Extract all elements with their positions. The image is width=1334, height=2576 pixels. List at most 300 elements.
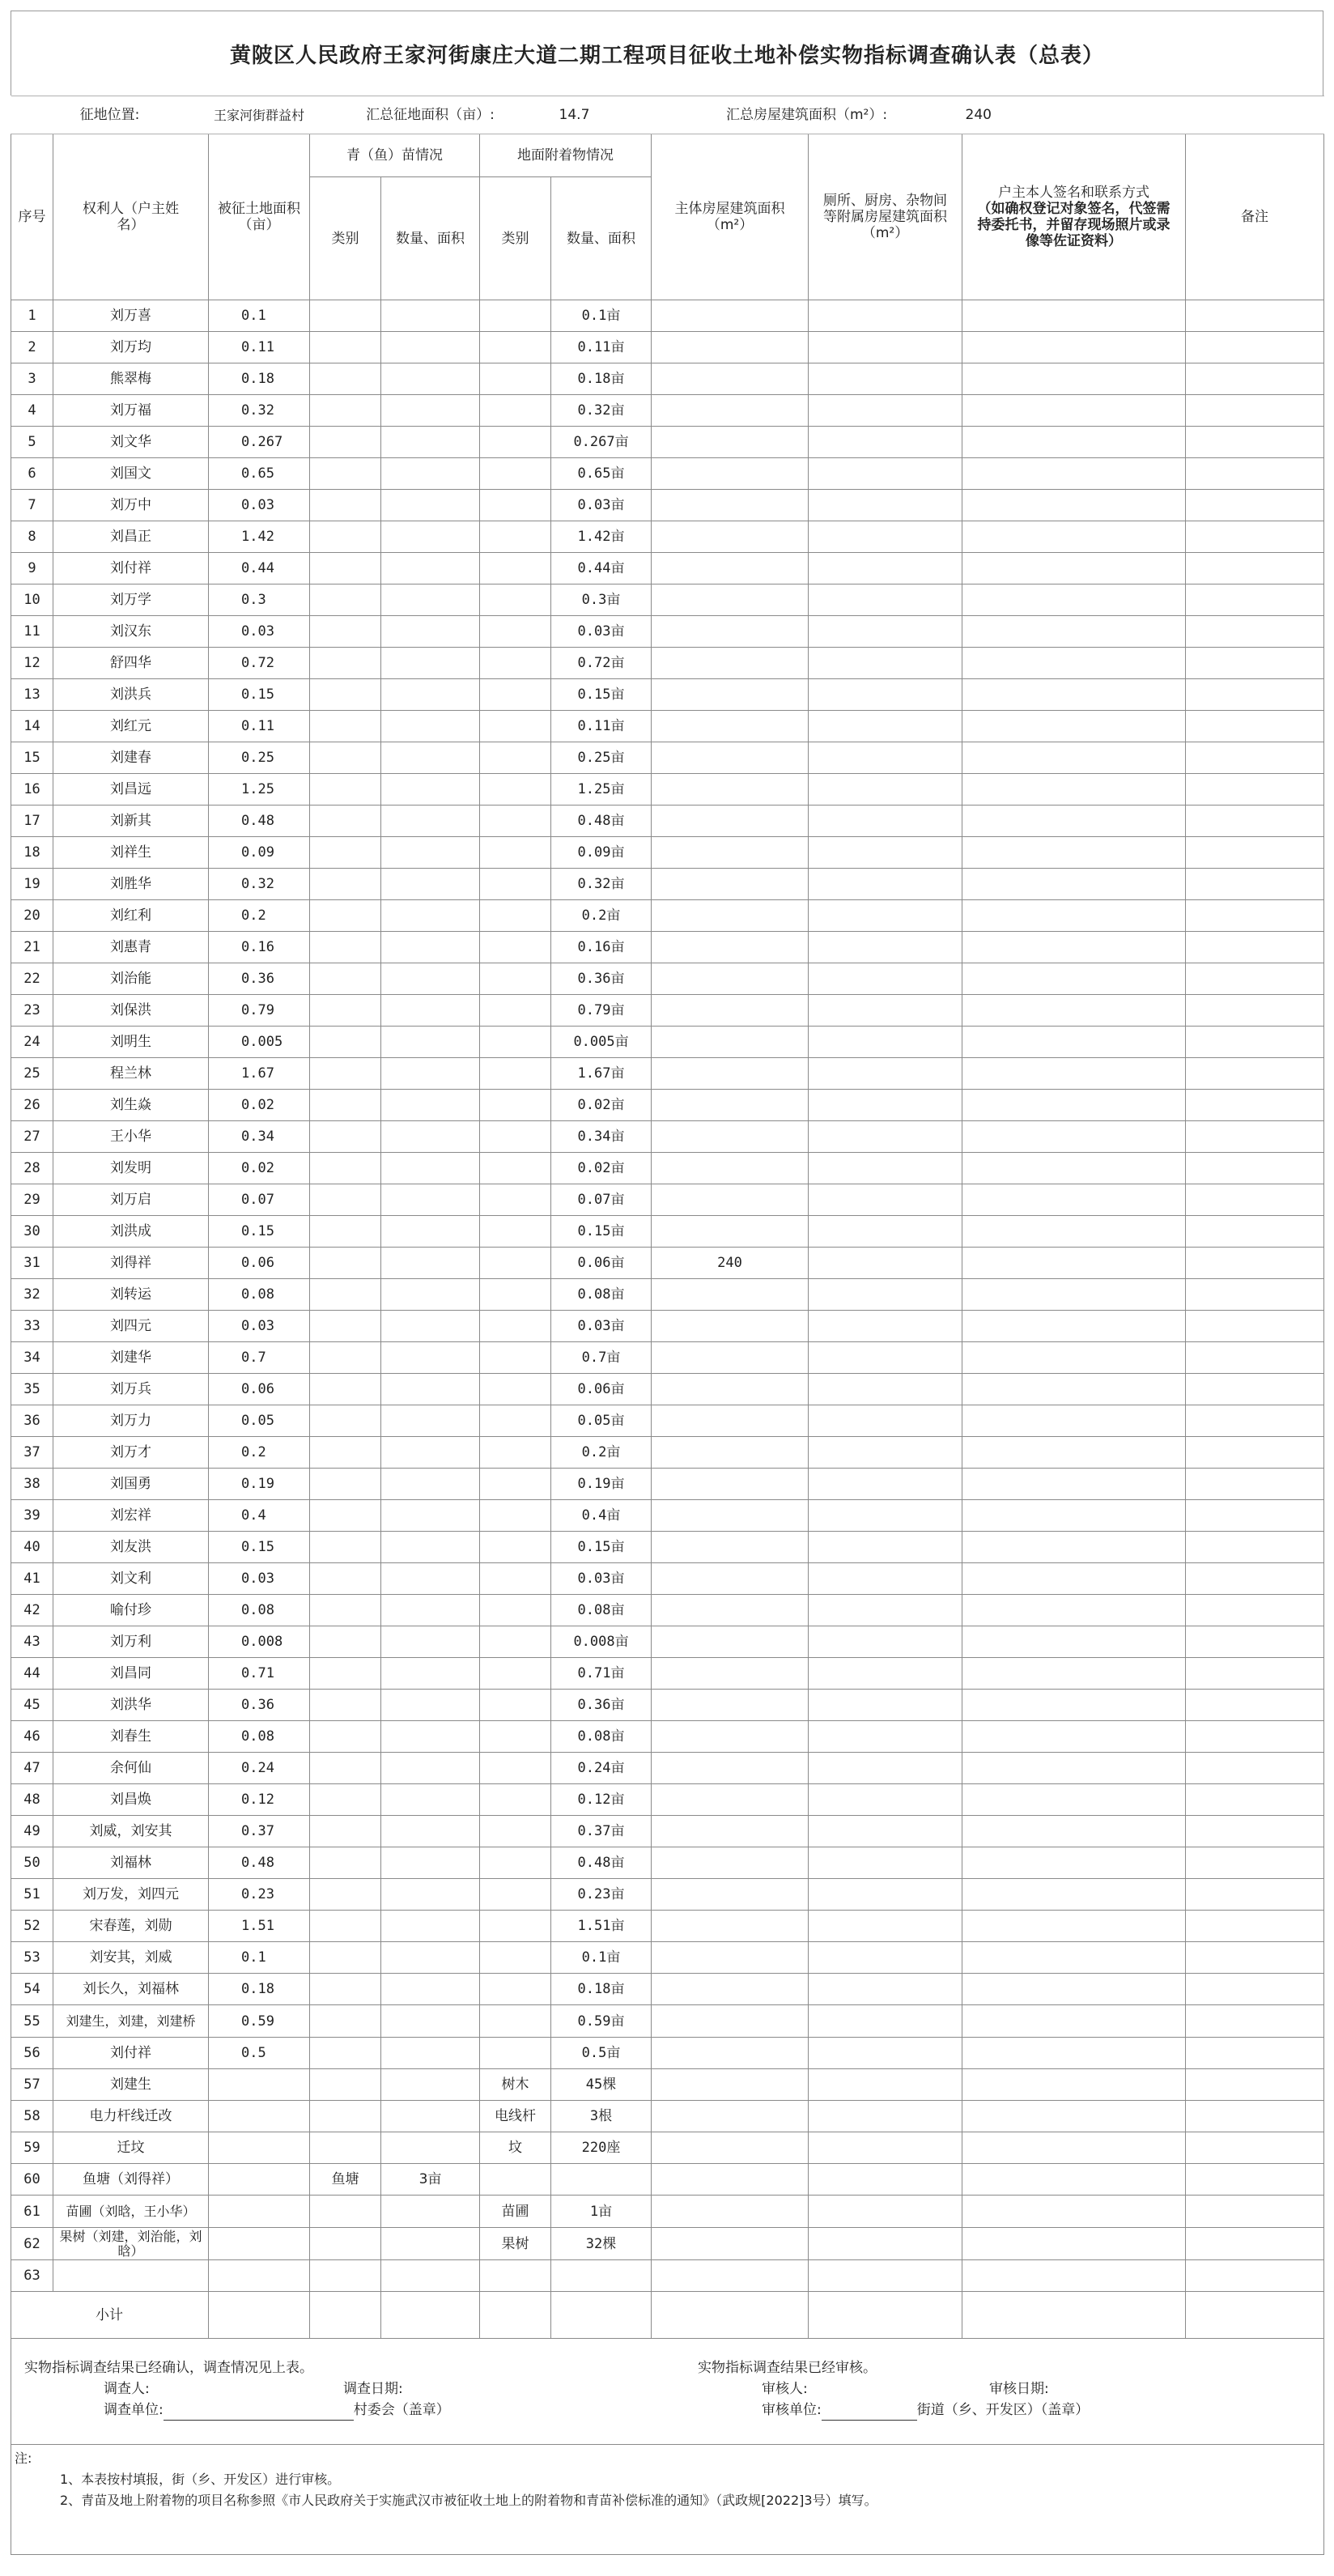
row-remark[interactable] [1186, 1500, 1324, 1532]
row-no: 34 [11, 1342, 53, 1374]
row-aux-building[interactable] [809, 1658, 962, 1690]
row-seedling-category [310, 774, 381, 806]
row-remark[interactable] [1186, 2132, 1324, 2164]
row-aux-building[interactable] [809, 1911, 962, 1942]
row-ground-qty: 0.71亩 [551, 1658, 652, 1690]
row-sign[interactable] [962, 521, 1186, 553]
row-sign[interactable] [962, 1784, 1186, 1816]
row-remark[interactable] [1186, 1626, 1324, 1658]
row-no: 7 [11, 490, 53, 521]
row-main-building [652, 2260, 809, 2292]
row-seedling-qty [381, 2005, 480, 2038]
row-remark[interactable] [1186, 1311, 1324, 1342]
row-remark[interactable] [1186, 932, 1324, 963]
row-aux-building[interactable] [809, 1153, 962, 1184]
row-remark[interactable] [1186, 1216, 1324, 1248]
row-holder: 刘万学 [53, 584, 209, 616]
row-sign[interactable] [962, 679, 1186, 711]
row-sign[interactable] [962, 1058, 1186, 1090]
row-no: 16 [11, 774, 53, 806]
row-seedling-qty [381, 1342, 480, 1374]
row-aux-building[interactable] [809, 2038, 962, 2069]
row-sign[interactable] [962, 2005, 1186, 2038]
row-sign[interactable] [962, 427, 1186, 458]
ground-group-header: 地面附着物情况 [480, 134, 652, 177]
row-sign[interactable] [962, 553, 1186, 584]
row-aux-building[interactable] [809, 2069, 962, 2101]
row-aux-building[interactable] [809, 616, 962, 648]
row-aux-building[interactable] [809, 1058, 962, 1090]
row-no: 26 [11, 1090, 53, 1121]
row-remark[interactable] [1186, 427, 1324, 458]
row-main-building [652, 1279, 809, 1311]
table-row [11, 679, 1324, 711]
row-aux-building[interactable] [809, 2228, 962, 2260]
table-row [11, 1216, 1324, 1248]
row-aux-building[interactable] [809, 427, 962, 458]
row-remark[interactable] [1186, 1753, 1324, 1784]
row-sign[interactable] [962, 1532, 1186, 1563]
row-seedling-category [310, 584, 381, 616]
row-sign[interactable] [962, 1563, 1186, 1595]
table-row [11, 963, 1324, 995]
row-holder: 刘得祥 [53, 1248, 209, 1279]
row-remark[interactable] [1186, 963, 1324, 995]
row-remark[interactable] [1186, 837, 1324, 869]
row-remark[interactable] [1186, 2228, 1324, 2260]
row-ground-qty: 0.5亩 [551, 2038, 652, 2069]
row-seedling-category [310, 1626, 381, 1658]
row-holder: 熊翠梅 [53, 363, 209, 395]
row-remark[interactable] [1186, 1121, 1324, 1153]
row-sign[interactable] [962, 1658, 1186, 1690]
row-ground-category: 苗圃 [480, 2196, 551, 2228]
row-remark[interactable] [1186, 2164, 1324, 2196]
total-building-label: 汇总房屋建筑面积（m²）: [652, 96, 962, 134]
row-holder: 果树（刘建，刘治能，刘晗） [53, 2228, 209, 2260]
row-sign[interactable] [962, 1847, 1186, 1879]
row-sign[interactable] [962, 1153, 1186, 1184]
row-remark[interactable] [1186, 2038, 1324, 2069]
row-aux-building[interactable] [809, 963, 962, 995]
row-ground-category [480, 1248, 551, 1279]
col-main-building-header: 主体房屋建筑面积（m²） [652, 134, 809, 300]
row-remark[interactable] [1186, 2101, 1324, 2132]
row-sign[interactable] [962, 1216, 1186, 1248]
row-ground-category [480, 2260, 551, 2292]
table-row [11, 616, 1324, 648]
row-remark[interactable] [1186, 648, 1324, 679]
row-sign[interactable] [962, 1279, 1186, 1311]
row-holder: 刘万福 [53, 395, 209, 427]
row-ground-qty: 0.005亩 [551, 1027, 652, 1058]
row-remark[interactable] [1186, 1595, 1324, 1626]
row-land-area: 1.25 [209, 774, 310, 806]
row-aux-building[interactable] [809, 900, 962, 932]
row-remark[interactable] [1186, 2005, 1324, 2038]
row-seedling-category [310, 458, 381, 490]
row-sign[interactable] [962, 1753, 1186, 1784]
row-ground-qty: 220座 [551, 2132, 652, 2164]
row-land-area [209, 2228, 310, 2260]
row-sign[interactable] [962, 774, 1186, 806]
row-aux-building[interactable] [809, 363, 962, 395]
row-sign[interactable] [962, 1690, 1186, 1721]
row-remark[interactable] [1186, 1248, 1324, 1279]
row-aux-building[interactable] [809, 774, 962, 806]
row-aux-building[interactable] [809, 458, 962, 490]
row-remark[interactable] [1186, 1942, 1324, 1974]
row-remark[interactable] [1186, 1279, 1324, 1311]
row-sign[interactable] [962, 1027, 1186, 1058]
row-sign[interactable] [962, 1626, 1186, 1658]
row-aux-building[interactable] [809, 1753, 962, 1784]
row-sign[interactable] [962, 332, 1186, 363]
row-remark[interactable] [1186, 1153, 1324, 1184]
row-aux-building[interactable] [809, 332, 962, 363]
row-seedling-category [310, 837, 381, 869]
row-aux-building[interactable] [809, 648, 962, 679]
table-row [11, 2164, 1324, 2196]
row-aux-building[interactable] [809, 1721, 962, 1753]
row-aux-building[interactable] [809, 553, 962, 584]
row-ground-qty: 32棵 [551, 2228, 652, 2260]
row-seedling-qty [381, 1753, 480, 1784]
row-main-building [652, 1153, 809, 1184]
row-remark[interactable] [1186, 1721, 1324, 1753]
row-ground-qty: 0.2亩 [551, 1437, 652, 1469]
row-sign[interactable] [962, 806, 1186, 837]
col-aux-building-header: 厕所、厨房、杂物间等附属房屋建筑面积（m²） [809, 134, 962, 300]
row-ground-qty: 0.267亩 [551, 427, 652, 458]
row-aux-building[interactable] [809, 995, 962, 1027]
row-no: 32 [11, 1279, 53, 1311]
row-sign[interactable] [962, 1500, 1186, 1532]
row-aux-building[interactable] [809, 711, 962, 742]
row-remark[interactable] [1186, 1847, 1324, 1879]
row-ground-qty: 0.05亩 [551, 1405, 652, 1437]
row-seedling-category [310, 300, 381, 332]
row-sign[interactable] [962, 2101, 1186, 2132]
row-aux-building[interactable] [809, 1184, 962, 1216]
row-ground-category [480, 1721, 551, 1753]
row-seedling-category [310, 1405, 381, 1437]
row-sign[interactable] [962, 1816, 1186, 1847]
row-no: 55 [11, 2005, 53, 2038]
row-sign[interactable] [962, 2132, 1186, 2164]
row-sign[interactable] [962, 363, 1186, 395]
row-remark[interactable] [1186, 2069, 1324, 2101]
row-sign[interactable] [962, 490, 1186, 521]
row-remark[interactable] [1186, 1342, 1324, 1374]
row-aux-building[interactable] [809, 1532, 962, 1563]
row-holder: 电力杆线迁改 [53, 2101, 209, 2132]
row-aux-building[interactable] [809, 2005, 962, 2038]
investigate-date-label: 调查日期: [343, 2381, 403, 2397]
row-remark[interactable] [1186, 300, 1324, 332]
row-sign[interactable] [962, 900, 1186, 932]
row-remark[interactable] [1186, 1816, 1324, 1847]
row-land-area: 0.19 [209, 1469, 310, 1500]
row-sign[interactable] [962, 1374, 1186, 1405]
row-no: 8 [11, 521, 53, 553]
row-sign[interactable] [962, 1342, 1186, 1374]
row-ground-qty: 0.4亩 [551, 1500, 652, 1532]
row-sign[interactable] [962, 869, 1186, 900]
row-aux-building[interactable] [809, 1090, 962, 1121]
row-seedling-category [310, 1595, 381, 1626]
row-sign[interactable] [962, 1248, 1186, 1279]
row-sign[interactable] [962, 1974, 1186, 2005]
table-row [11, 1595, 1324, 1626]
row-aux-building[interactable] [809, 1469, 962, 1500]
row-no: 13 [11, 679, 53, 711]
page-title: 黄陂区人民政府王家河街康庄大道二期工程项目征收土地补偿实物指标调查确认表（总表） [11, 11, 1323, 96]
row-remark[interactable] [1186, 1090, 1324, 1121]
row-remark[interactable] [1186, 1027, 1324, 1058]
row-aux-building[interactable] [809, 395, 962, 427]
table-row [11, 1753, 1324, 1784]
table-row [11, 1027, 1324, 1058]
table-row [11, 2228, 1324, 2260]
row-aux-building[interactable] [809, 2196, 962, 2228]
row-seedling-category [310, 1500, 381, 1532]
row-aux-building[interactable] [809, 1279, 962, 1311]
row-seedling-qty [381, 806, 480, 837]
row-holder: 刘建生 [53, 2069, 209, 2101]
row-aux-building[interactable] [809, 1690, 962, 1721]
row-holder: 刘建春 [53, 742, 209, 774]
row-aux-building[interactable] [809, 1121, 962, 1153]
row-sign[interactable] [962, 837, 1186, 869]
row-main-building [652, 1027, 809, 1058]
row-ground-qty: 0.06亩 [551, 1248, 652, 1279]
row-sign[interactable] [962, 1405, 1186, 1437]
notes-row [11, 2445, 1324, 2555]
table-row [11, 584, 1324, 616]
row-aux-building[interactable] [809, 521, 962, 553]
row-remark[interactable] [1186, 332, 1324, 363]
row-remark[interactable] [1186, 869, 1324, 900]
row-aux-building[interactable] [809, 584, 962, 616]
row-sign[interactable] [962, 1184, 1186, 1216]
investigate-unit-line[interactable] [164, 2405, 354, 2421]
row-remark[interactable] [1186, 711, 1324, 742]
row-remark[interactable] [1186, 774, 1324, 806]
row-land-area: 0.24 [209, 1753, 310, 1784]
review-unit-line[interactable] [822, 2405, 917, 2421]
row-land-area: 0.15 [209, 679, 310, 711]
row-main-building [652, 1216, 809, 1248]
row-aux-building[interactable] [809, 1847, 962, 1879]
row-remark[interactable] [1186, 363, 1324, 395]
row-aux-building[interactable] [809, 806, 962, 837]
row-ground-qty: 0.15亩 [551, 1216, 652, 1248]
row-remark[interactable] [1186, 1184, 1324, 1216]
row-remark[interactable] [1186, 742, 1324, 774]
row-aux-building[interactable] [809, 1216, 962, 1248]
row-aux-building[interactable] [809, 1816, 962, 1847]
row-seedling-category [310, 932, 381, 963]
row-sign[interactable] [962, 711, 1186, 742]
row-sign[interactable] [962, 648, 1186, 679]
row-sign[interactable] [962, 932, 1186, 963]
row-remark[interactable] [1186, 900, 1324, 932]
row-sign[interactable] [962, 2164, 1186, 2196]
row-aux-building[interactable] [809, 1942, 962, 1974]
row-aux-building[interactable] [809, 1311, 962, 1342]
row-remark[interactable] [1186, 521, 1324, 553]
row-aux-building[interactable] [809, 1437, 962, 1469]
row-remark[interactable] [1186, 1784, 1324, 1816]
row-remark[interactable] [1186, 1563, 1324, 1595]
row-land-area: 0.5 [209, 2038, 310, 2069]
table-row [11, 1847, 1324, 1879]
row-land-area: 0.02 [209, 1153, 310, 1184]
row-sign[interactable] [962, 1595, 1186, 1626]
row-aux-building[interactable] [809, 1563, 962, 1595]
table-row [11, 395, 1324, 427]
row-ground-qty: 0.02亩 [551, 1090, 652, 1121]
row-no: 53 [11, 1942, 53, 1974]
row-seedling-category [310, 995, 381, 1027]
row-aux-building[interactable] [809, 490, 962, 521]
row-remark[interactable] [1186, 995, 1324, 1027]
row-remark[interactable] [1186, 1437, 1324, 1469]
row-no: 4 [11, 395, 53, 427]
row-sign[interactable] [962, 1121, 1186, 1153]
row-sign[interactable] [962, 458, 1186, 490]
row-main-building [652, 963, 809, 995]
row-sign[interactable] [962, 2069, 1186, 2101]
row-aux-building[interactable] [809, 1784, 962, 1816]
row-sign[interactable] [962, 2038, 1186, 2069]
row-land-area: 1.51 [209, 1911, 310, 1942]
row-land-area: 0.05 [209, 1405, 310, 1437]
row-remark[interactable] [1186, 1658, 1324, 1690]
row-remark[interactable] [1186, 458, 1324, 490]
row-aux-building[interactable] [809, 869, 962, 900]
row-sign[interactable] [962, 1942, 1186, 1974]
row-no: 43 [11, 1626, 53, 1658]
row-aux-building[interactable] [809, 1626, 962, 1658]
row-ground-category [480, 521, 551, 553]
row-remark[interactable] [1186, 1058, 1324, 1090]
row-sign[interactable] [962, 1311, 1186, 1342]
row-remark[interactable] [1186, 1879, 1324, 1911]
row-seedling-qty [381, 1405, 480, 1437]
row-remark[interactable] [1186, 1405, 1324, 1437]
row-main-building [652, 1500, 809, 1532]
row-remark[interactable] [1186, 1532, 1324, 1563]
row-remark[interactable] [1186, 1974, 1324, 2005]
row-seedling-qty: 3亩 [381, 2164, 480, 2196]
row-seedling-category [310, 1090, 381, 1121]
row-remark[interactable] [1186, 806, 1324, 837]
row-ground-category [480, 553, 551, 584]
row-remark[interactable] [1186, 616, 1324, 648]
row-sign[interactable] [962, 395, 1186, 427]
row-sign[interactable] [962, 616, 1186, 648]
row-sign[interactable] [962, 1469, 1186, 1500]
row-aux-building[interactable] [809, 1405, 962, 1437]
row-sign[interactable] [962, 2260, 1186, 2292]
row-land-area: 0.65 [209, 458, 310, 490]
row-main-building [652, 1753, 809, 1784]
row-aux-building[interactable] [809, 1500, 962, 1532]
row-remark[interactable] [1186, 2196, 1324, 2228]
row-remark[interactable] [1186, 1469, 1324, 1500]
row-main-building [652, 742, 809, 774]
row-aux-building[interactable] [809, 1342, 962, 1374]
row-sign[interactable] [962, 1721, 1186, 1753]
row-remark[interactable] [1186, 553, 1324, 584]
row-sign[interactable] [962, 300, 1186, 332]
row-sign[interactable] [962, 742, 1186, 774]
row-aux-building[interactable] [809, 1027, 962, 1058]
row-remark[interactable] [1186, 2260, 1324, 2292]
row-main-building [652, 711, 809, 742]
row-aux-building[interactable] [809, 1248, 962, 1279]
row-remark[interactable] [1186, 490, 1324, 521]
row-main-building [652, 1184, 809, 1216]
row-aux-building[interactable] [809, 1879, 962, 1911]
row-no: 10 [11, 584, 53, 616]
row-sign[interactable] [962, 963, 1186, 995]
row-remark[interactable] [1186, 584, 1324, 616]
row-holder: 刘惠青 [53, 932, 209, 963]
row-aux-building[interactable] [809, 2164, 962, 2196]
row-sign[interactable] [962, 1090, 1186, 1121]
row-aux-building[interactable] [809, 1974, 962, 2005]
row-holder: 刘春生 [53, 1721, 209, 1753]
row-aux-building[interactable] [809, 932, 962, 963]
row-aux-building[interactable] [809, 679, 962, 711]
row-sign[interactable] [962, 2196, 1186, 2228]
row-no: 18 [11, 837, 53, 869]
row-sign[interactable] [962, 995, 1186, 1027]
row-sign[interactable] [962, 584, 1186, 616]
row-remark[interactable] [1186, 1374, 1324, 1405]
row-aux-building[interactable] [809, 2132, 962, 2164]
row-seedling-qty [381, 1942, 480, 1974]
row-sign[interactable] [962, 1437, 1186, 1469]
row-aux-building[interactable] [809, 2101, 962, 2132]
row-aux-building[interactable] [809, 837, 962, 869]
row-ground-category: 树木 [480, 2069, 551, 2101]
row-no: 50 [11, 1847, 53, 1879]
row-aux-building[interactable] [809, 742, 962, 774]
row-aux-building[interactable] [809, 300, 962, 332]
row-seedling-qty [381, 742, 480, 774]
row-aux-building[interactable] [809, 1374, 962, 1405]
row-ground-category [480, 742, 551, 774]
row-remark[interactable] [1186, 1911, 1324, 1942]
row-aux-building[interactable] [809, 2260, 962, 2292]
row-sign[interactable] [962, 1879, 1186, 1911]
row-remark[interactable] [1186, 395, 1324, 427]
row-remark[interactable] [1186, 1690, 1324, 1721]
row-land-area: 0.4 [209, 1500, 310, 1532]
row-ground-qty: 0.2亩 [551, 900, 652, 932]
row-remark[interactable] [1186, 679, 1324, 711]
row-aux-building[interactable] [809, 1595, 962, 1626]
row-holder: 刘文华 [53, 427, 209, 458]
row-no: 9 [11, 553, 53, 584]
row-sign[interactable] [962, 1911, 1186, 1942]
row-ground-qty: 0.02亩 [551, 1153, 652, 1184]
row-sign[interactable] [962, 2228, 1186, 2260]
